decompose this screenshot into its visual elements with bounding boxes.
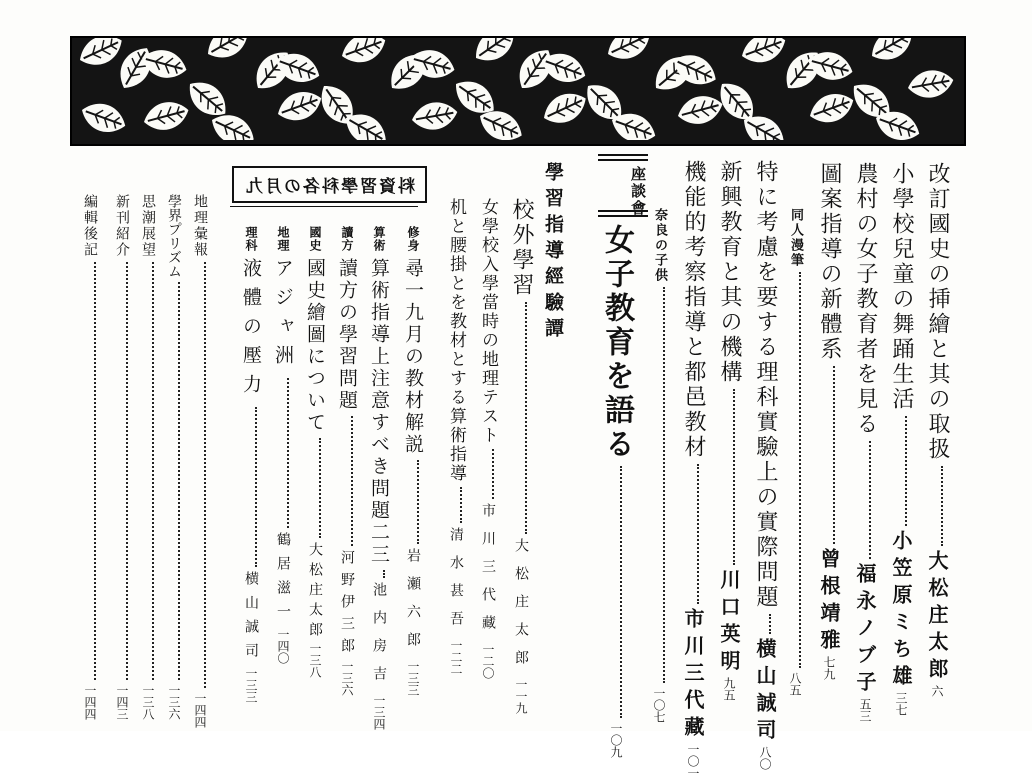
entry-page: 一四四 [83,684,97,720]
toc-entry[interactable] [750,160,781,770]
toc-entry[interactable] [80,194,100,720]
entry-page: 一四〇 [276,628,290,664]
entry-title: 算術指導上注意すべき問題二三 [368,258,390,566]
entry-title: 國史繪圖について [304,258,326,434]
entry-title: 機能的考察指導と都邑教材 [681,160,706,460]
entry-page: 六 [930,685,944,697]
leader-dots [255,407,257,567]
entry-author: 大松庄太郎 [307,542,323,642]
entry-title: 机と腰掛とを教材とする算術指導 [446,198,466,483]
entry-page: 一四四 [193,692,207,728]
toc-entry[interactable] [922,162,953,697]
section-label: 奈良の子供 [652,208,667,283]
toc-entry-dojin[interactable] [786,208,805,696]
toc-entry[interactable] [112,194,132,720]
entry-category: 理科 [244,226,258,252]
leader-dots [417,460,419,544]
leader-dots [769,614,771,634]
entry-category: 讀方 [340,226,354,252]
entry-title: アジャ洲 [272,258,294,374]
leader-dots [94,262,96,680]
entry-page: 九五 [722,677,736,701]
entry-title: 新刊紹介 [114,194,130,258]
toc-entry[interactable] [270,226,297,664]
entry-category: 算術 [372,226,386,252]
toc-entry[interactable] [444,198,469,675]
entry-author: 横山誠司 [753,638,777,746]
leaf-pattern-icon [72,38,960,140]
entry-page: 三七 [894,692,908,716]
entry-title: 學界プリズム [166,194,182,278]
double-rule [598,154,648,161]
entry-category: 地理 [276,226,290,252]
entry-page: 一三八 [308,642,322,678]
leader-dots [663,287,665,683]
leader-dots [152,262,154,680]
entry-author: 岩瀬六郎 [405,548,421,660]
leader-dots [941,466,943,546]
toc-entry[interactable] [334,226,361,696]
section-heading: 學習指導經驗譚 [542,162,564,344]
entry-title: 地理彙報 [192,194,208,258]
entry-page: 一三六 [167,684,181,720]
entry-author: 川口英明 [717,569,741,677]
entry-page: 一三四 [372,694,386,730]
toc-entry[interactable] [886,162,917,716]
entry-title: 改訂國史の挿繪と其の取扱 [925,162,950,462]
leader-dots [287,378,289,528]
toc-entry-zadankai[interactable] [594,224,638,758]
leader-dots [204,262,206,688]
toc-entry[interactable] [850,162,881,722]
entry-author: 大松庄太郎 [513,538,529,678]
entry-title: 小學校兒童の舞踊生活 [889,162,914,412]
entry-page: 一三三 [406,660,420,696]
entry-page: 八〇 [758,746,772,770]
leaf-ornament-banner [70,36,966,146]
entry-title: 新興教育と其の機構 [717,160,742,385]
entry-author: 福永ノブ子 [853,563,877,698]
entry-page: 一三八 [141,684,155,720]
entry-title: 特に考慮を要する理科實驗上の實際問題 [753,160,778,610]
toc-entry[interactable] [476,198,501,679]
toc-entry[interactable] [814,162,845,680]
entry-title: 讀方の學習問題 [336,258,358,412]
zadankai-title: 女子教育を語る [599,224,634,462]
entry-author: 池内房吉 [371,582,387,694]
entry-page: 八五 [788,672,802,696]
leader-dots [319,438,321,538]
rule [230,206,418,207]
toc-entry[interactable] [302,226,329,678]
toc-entry[interactable] [506,198,537,714]
leader-dots [869,441,871,559]
toc-entry[interactable] [190,194,210,728]
entry-title: 圖案指導の新體系 [817,162,842,362]
leader-dots [733,389,735,565]
entry-page: 一四三 [115,684,129,720]
section-label: 同人漫筆 [788,208,803,268]
toc-entry[interactable] [678,160,709,779]
entry-author: 清水甚吾 [448,527,464,639]
leader-dots [351,416,353,546]
entry-page: 一一九 [514,678,528,714]
entry-title: 校外學習 [509,198,534,298]
entry-author: 大松庄太郎 [925,550,949,685]
table-of-contents [60,150,970,779]
toc-entry[interactable] [366,226,393,730]
entry-author: 市川三代藏 [681,608,705,743]
entry-title: 思潮展望 [140,194,156,258]
entry-page: 七九 [822,656,836,680]
toc-entry[interactable] [164,194,184,720]
zadankai-label: 座談會 [629,166,647,217]
entry-page: 一〇九 [609,722,623,758]
entry-author: 曾根靖雅 [817,548,841,656]
leader-dots [697,464,699,604]
leader-dots [492,449,494,499]
leader-dots [620,466,622,718]
entry-title: 尋一九月の教材解説 [402,258,424,456]
entry-author: 河野伊三郎 [339,550,355,660]
leader-dots [178,282,180,680]
leader-dots [126,262,128,680]
leader-dots [383,570,385,578]
entry-page: 五三 [858,698,872,722]
entry-author: 横山誠司 [243,571,259,667]
toc-entry[interactable] [138,194,158,720]
toc-entry[interactable] [238,226,265,703]
entry-author: 鶴居滋一 [275,532,291,628]
entry-page: 一二〇 [481,643,495,679]
entry-title: 液體の壓力 [240,258,262,403]
entry-page: 一〇一 [686,743,700,779]
leader-dots [525,302,527,534]
leader-dots [833,366,835,544]
leader-dots [905,416,907,526]
toc-entry[interactable] [400,226,427,696]
leader-dots [460,487,462,523]
entry-author: 市川三代藏 [480,503,496,643]
double-rule [598,210,648,217]
toc-entry[interactable] [714,160,745,701]
shiryo-heading-box: 九月の各科學習資料 [232,166,427,203]
entry-title: 編輯後記 [82,194,98,258]
entry-page: 一〇七 [652,687,666,723]
entry-category: 國史 [308,226,322,252]
entry-page: 一二二 [449,639,463,675]
entry-author: 小笠原ミち雄 [889,530,913,692]
entry-page: 一三三 [244,667,258,703]
entry-category: 修身 [406,226,420,252]
toc-entry-nara[interactable] [650,208,669,723]
entry-page: 一三六 [340,660,354,696]
entry-title: 女學校入學當時の地理テスト [478,198,498,445]
entry-title: 農村の女子教育者を見る [853,162,878,437]
leader-dots [799,272,801,668]
